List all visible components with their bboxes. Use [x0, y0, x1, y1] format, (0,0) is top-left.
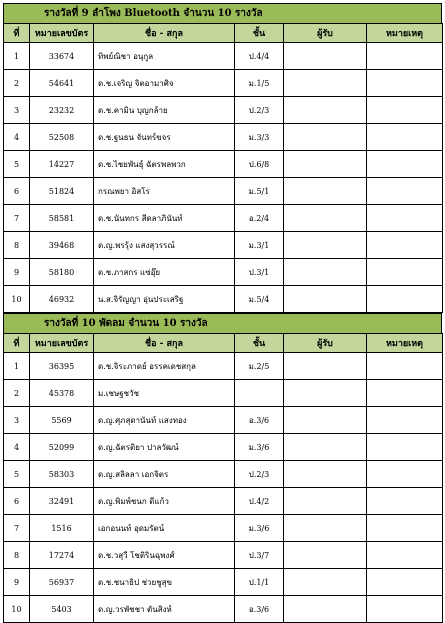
card-number: 23232	[30, 97, 94, 124]
receiver-cell	[284, 380, 367, 407]
receiver-cell	[284, 515, 367, 542]
row-number: 4	[4, 434, 30, 461]
card-number: 5569	[30, 407, 94, 434]
header-name: ชื่อ - สกุล	[94, 334, 235, 353]
table-row	[4, 461, 443, 488]
header-name: ชื่อ - สกุล	[94, 24, 235, 43]
card-number: 56937	[30, 569, 94, 596]
header-note: หมายเหตุ	[367, 24, 443, 43]
receiver-cell	[284, 286, 367, 313]
header-row	[4, 24, 443, 43]
card-number: 58303	[30, 461, 94, 488]
prize-10-block	[3, 313, 442, 623]
table-row	[4, 205, 443, 232]
table-row	[4, 434, 443, 461]
header-receiver: ผู้รับ	[284, 24, 367, 43]
class-level: อ.3/6	[235, 407, 284, 434]
prize-10-table	[3, 333, 443, 623]
class-level: ป.2/3	[235, 97, 284, 124]
note-cell	[367, 569, 443, 596]
note-cell	[367, 515, 443, 542]
note-cell	[367, 43, 443, 70]
row-number: 10	[4, 596, 30, 623]
note-cell	[367, 232, 443, 259]
card-number: 45378	[30, 380, 94, 407]
note-cell	[367, 124, 443, 151]
table-row	[4, 151, 443, 178]
card-number: 1516	[30, 515, 94, 542]
header-no: ที่	[4, 24, 30, 43]
full-name: ด.ช.นันทกร สีดลาภินันท์	[94, 205, 235, 232]
note-cell	[367, 542, 443, 569]
full-name: ด.ช.ฐนธน จันทร์ขจร	[94, 124, 235, 151]
receiver-cell	[284, 124, 367, 151]
row-number: 9	[4, 259, 30, 286]
row-number: 7	[4, 205, 30, 232]
receiver-cell	[284, 70, 367, 97]
full-name: เอกอนนท์ อุดมรัตน์	[94, 515, 235, 542]
receiver-cell	[284, 178, 367, 205]
receiver-cell	[284, 434, 367, 461]
class-level: ม.3/3	[235, 124, 284, 151]
table-row	[4, 124, 443, 151]
receiver-cell	[284, 151, 367, 178]
card-number: 32491	[30, 488, 94, 515]
full-name: ด.ช.ไชยพันธุ์ ฉัตรพลพวก	[94, 151, 235, 178]
full-name: ด.ญ.สลิลลา เอกจิตร	[94, 461, 235, 488]
row-number: 1	[4, 353, 30, 380]
full-name: ด.ช.จิระภาดย์ อรรคเดชสกุล	[94, 353, 235, 380]
full-name: ด.ช.เจริญ จิตอามาศิจ	[94, 70, 235, 97]
header-card: หมายเลขบัตร	[30, 334, 94, 353]
row-number: 8	[4, 542, 30, 569]
card-number: 33674	[30, 43, 94, 70]
class-level: ป.2/3	[235, 461, 284, 488]
full-name: ด.ญ.ฉัตรติยา ปาลวัฒน์	[94, 434, 235, 461]
header-class: ชั้น	[235, 334, 284, 353]
row-number: 7	[4, 515, 30, 542]
prize-10-title: รางวัลที่ 10 พัดลม จำนวน 10 รางวัล	[3, 313, 442, 333]
row-number: 3	[4, 407, 30, 434]
note-cell	[367, 407, 443, 434]
row-number: 8	[4, 232, 30, 259]
row-number: 5	[4, 461, 30, 488]
class-level: อ.2/4	[235, 205, 284, 232]
class-level: ม.2/5	[235, 353, 284, 380]
row-number: 10	[4, 286, 30, 313]
class-level: ป.3/7	[235, 542, 284, 569]
full-name: ทิพย์ณิชา อนุกูล	[94, 43, 235, 70]
receiver-cell	[284, 461, 367, 488]
note-cell	[367, 205, 443, 232]
receiver-cell	[284, 205, 367, 232]
class-level: ป.6/8	[235, 151, 284, 178]
card-number: 5403	[30, 596, 94, 623]
full-name: ด.ญ.พรรุ้ง แสงสุวรรณ์	[94, 232, 235, 259]
table-row	[4, 542, 443, 569]
full-name: ด.ญ.พิมพ์ชนก ดีแก้ว	[94, 488, 235, 515]
table-row	[4, 488, 443, 515]
class-level: ม.1/5	[235, 70, 284, 97]
class-level: อ.3/6	[235, 596, 284, 623]
note-cell	[367, 353, 443, 380]
row-number: 3	[4, 97, 30, 124]
row-number: 1	[4, 43, 30, 70]
table-row	[4, 70, 443, 97]
card-number: 51824	[30, 178, 94, 205]
table-row	[4, 232, 443, 259]
class-level: ป.4/4	[235, 43, 284, 70]
header-row	[4, 334, 443, 353]
note-cell	[367, 151, 443, 178]
receiver-cell	[284, 353, 367, 380]
receiver-cell	[284, 488, 367, 515]
card-number: 58581	[30, 205, 94, 232]
full-name: ม.เชษฐชวัช	[94, 380, 235, 407]
note-cell	[367, 70, 443, 97]
table-row	[4, 97, 443, 124]
full-name: กรณพยา อิสโร	[94, 178, 235, 205]
table-row	[4, 286, 443, 313]
full-name: ด.ญ.วรพัชชา ตันสิงห์	[94, 596, 235, 623]
card-number: 58180	[30, 259, 94, 286]
receiver-cell	[284, 569, 367, 596]
card-number: 14227	[30, 151, 94, 178]
header-no: ที่	[4, 334, 30, 353]
table-row	[4, 259, 443, 286]
card-number: 17274	[30, 542, 94, 569]
class-level: ป.4/2	[235, 488, 284, 515]
note-cell	[367, 434, 443, 461]
class-level: ป.1/1	[235, 569, 284, 596]
full-name: ด.ช.คามิน บุญกล้าย	[94, 97, 235, 124]
header-class: ชั้น	[235, 24, 284, 43]
row-number: 6	[4, 488, 30, 515]
prize-9-block	[3, 3, 442, 313]
receiver-cell	[284, 97, 367, 124]
row-number: 2	[4, 380, 30, 407]
header-card: หมายเลขบัตร	[30, 24, 94, 43]
full-name: ด.ช.วสุวี โชติรินฉุพงศ์	[94, 542, 235, 569]
class-level: ม.3/6	[235, 434, 284, 461]
receiver-cell	[284, 407, 367, 434]
card-number: 39468	[30, 232, 94, 259]
header-note: หมายเหตุ	[367, 334, 443, 353]
receiver-cell	[284, 43, 367, 70]
table-row	[4, 569, 443, 596]
header-receiver: ผู้รับ	[284, 334, 367, 353]
class-level	[235, 380, 284, 407]
receiver-cell	[284, 259, 367, 286]
full-name: ด.ช.ชนาธิป ช่วยชูสุข	[94, 569, 235, 596]
full-name: ด.ญ.ศุภสุดานันท์ แสงทอง	[94, 407, 235, 434]
note-cell	[367, 286, 443, 313]
table-row	[4, 178, 443, 205]
full-name: ด.ช.ภาสกร แซ่อุ๊ย	[94, 259, 235, 286]
class-level: ม.3/1	[235, 232, 284, 259]
table-row	[4, 515, 443, 542]
receiver-cell	[284, 232, 367, 259]
card-number: 46932	[30, 286, 94, 313]
note-cell	[367, 178, 443, 205]
table-row	[4, 353, 443, 380]
card-number: 52099	[30, 434, 94, 461]
row-number: 4	[4, 124, 30, 151]
table-row	[4, 43, 443, 70]
full-name: น.ส.จิรัญญา อุ่นประเสริฐ	[94, 286, 235, 313]
row-number: 2	[4, 70, 30, 97]
receiver-cell	[284, 542, 367, 569]
table-row	[4, 380, 443, 407]
class-level: ม.5/4	[235, 286, 284, 313]
card-number: 54641	[30, 70, 94, 97]
prize-9-table	[3, 23, 443, 313]
row-number: 5	[4, 151, 30, 178]
note-cell	[367, 461, 443, 488]
note-cell	[367, 97, 443, 124]
prize-9-title: รางวัลที่ 9 ลำโพง Bluetooth จำนวน 10 รางวัล	[3, 3, 442, 23]
class-level: ม.3/6	[235, 515, 284, 542]
table-row	[4, 407, 443, 434]
note-cell	[367, 259, 443, 286]
note-cell	[367, 380, 443, 407]
class-level: ป.3/1	[235, 259, 284, 286]
card-number: 36395	[30, 353, 94, 380]
class-level: ม.5/1	[235, 178, 284, 205]
row-number: 6	[4, 178, 30, 205]
row-number: 9	[4, 569, 30, 596]
note-cell	[367, 488, 443, 515]
card-number: 52508	[30, 124, 94, 151]
